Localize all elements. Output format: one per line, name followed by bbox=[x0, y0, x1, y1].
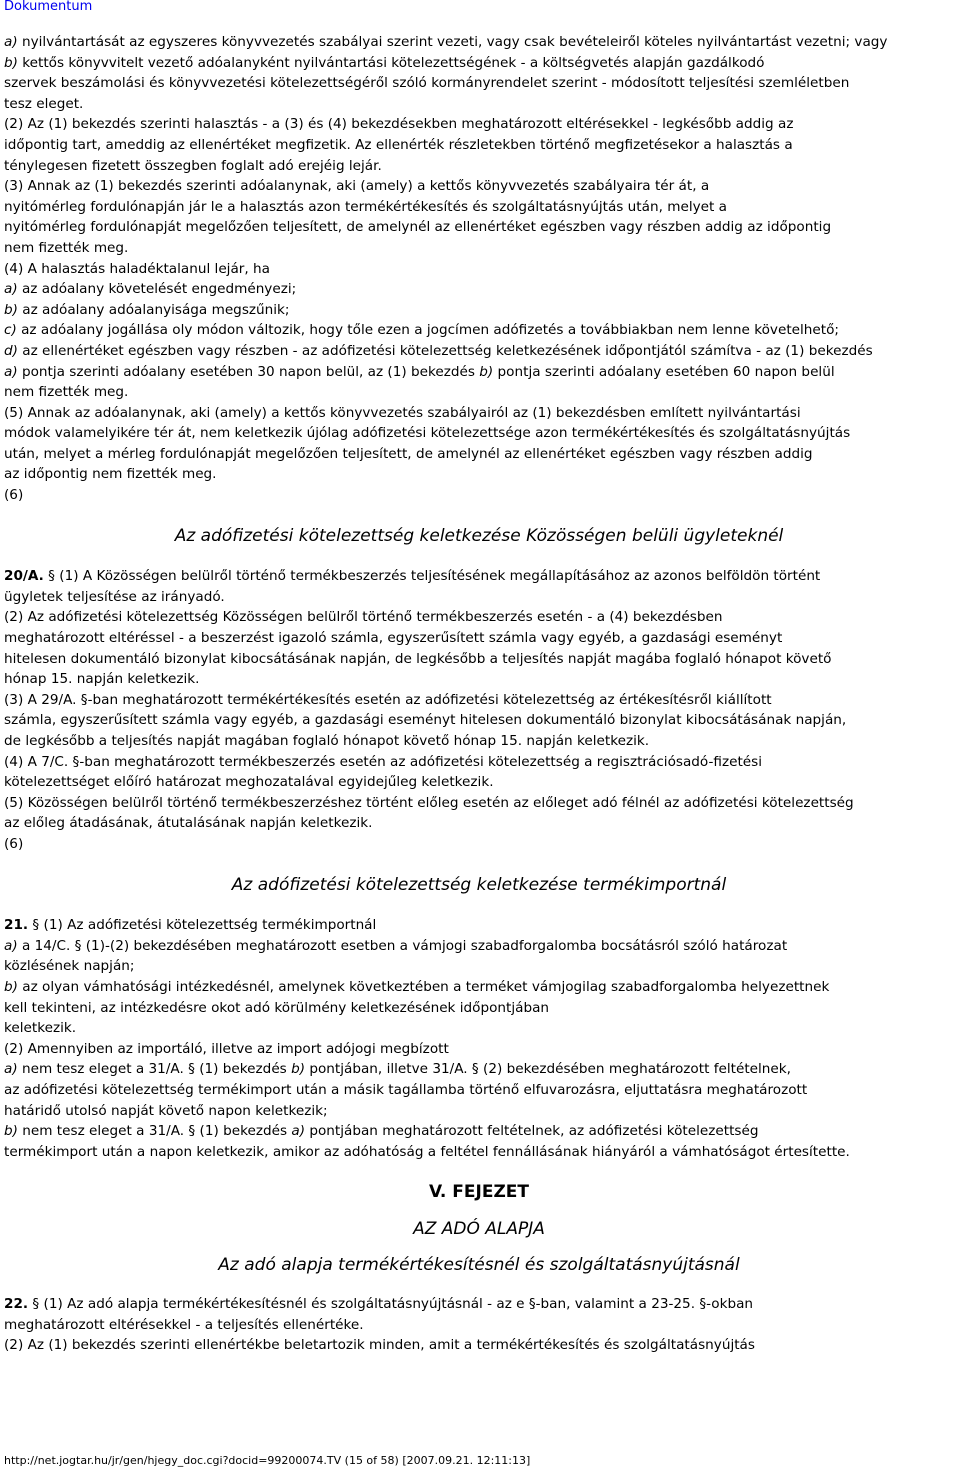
text-line: hónap 15. napján keletkezik. bbox=[4, 671, 200, 688]
document-body bbox=[4, 32, 954, 1356]
text-line: (6) bbox=[4, 835, 24, 852]
text-line: a) az adóalany követelését engedményezi; bbox=[4, 281, 297, 298]
text-line: b) az olyan vámhatósági intézkedésnél, amelynek következtében a terméket vámjogilag szabadforgalomba helyezettnek bbox=[4, 978, 830, 995]
text-line: számla, egyszerűsített számla vagy egyéb, a gazdasági eseményt hitelesen dokumentáló bizonylat kibocsátásának napján, bbox=[4, 712, 847, 729]
text-line: b) az adóalany adóalanyisága megszűnik; bbox=[4, 301, 290, 318]
text-line: ügyletek teljesítése az irányadó. bbox=[4, 588, 225, 605]
chapter-subtitle: AZ ADÓ ALAPJA bbox=[413, 1218, 545, 1239]
text-line: 20/A. § (1) A Közösségen belülről történő termékbeszerzés teljesítésének megállapításához az azonos belföldön történt bbox=[4, 568, 821, 585]
text-line: de legkésőbb a teljesítés napját magában foglaló hónapot követő hónap 15. napján keletkezik. bbox=[4, 733, 650, 749]
text-line: a) nem tesz eleget a 31/A. § (1) bekezdés b) pontjában, illetve 31/A. § (2) bekezdésében meghatározott feltételnek, bbox=[4, 1061, 791, 1078]
text-line: b) nem tesz eleget a 31/A. § (1) bekezdés a) pontjában meghatározott feltételnek, az adófizetési kötelezettség bbox=[4, 1123, 759, 1140]
text-line: kell tekinteni, az intézkedésre okot adó körülmény keletkezésének időpontjában bbox=[4, 999, 550, 1016]
text-line: (5) Közösségen belülről történő termékbeszerzéshez történt előleg esetén az előleget adó félnél az adófizetési kötelezettség bbox=[4, 794, 854, 811]
text-line: termékimport után a napon keletkezik, amikor az adóhatóság a feltétel fennállásának hiányáról a vámhatóságot értesítette. bbox=[4, 1143, 850, 1160]
text-line: meghatározott eltérésekkel - a teljesítés ellenértéke. bbox=[4, 1316, 364, 1333]
text-line: meghatározott eltéréssel - a beszerzést igazoló számla, egyszerűsített számla vagy egyéb, a gazdasági eseményt bbox=[4, 630, 783, 647]
text-line: a) pontja szerinti adóalany esetében 30 napon belül, az (1) bekezdés b) pontja szerinti adóalany esetében 60 napon belül bbox=[4, 363, 835, 380]
text-line: b) kettős könyvvitelt vezető adóalanyként nyilvántartási kötelezettségének - a költségvetés alapján gazdálkodó bbox=[4, 54, 765, 71]
text-line: (2) Az (1) bekezdés szerinti ellenértékbe beletartozik minden, amit a termékértékesítés és szolgáltatásnyújtás bbox=[4, 1337, 755, 1354]
text-line: 22. § (1) Az adó alapja termékértékesítésnél és szolgáltatásnyújtásnál - az e §-ban, valamint a 23-25. §-okban bbox=[4, 1296, 754, 1313]
text-line: módok valamelyikére tér át, nem keletkezik újólag adófizetési kötelezettsége azon termékértékesítés és szolgáltatásnyújtás bbox=[4, 425, 851, 442]
text-line: közlésének napján; bbox=[4, 958, 135, 975]
section-heading: Az adó alapja termékértékesítésnél és szolgáltatásnyújtásnál bbox=[218, 1255, 740, 1276]
text-line: határidő utolsó napját követő napon keletkezik; bbox=[4, 1102, 328, 1119]
text-line: keletkezik. bbox=[4, 1020, 77, 1037]
text-line: (4) A halasztás haladéktalanul lejár, ha bbox=[4, 260, 270, 277]
text-line: nem fizették meg. bbox=[4, 239, 129, 256]
text-line: (2) Az (1) bekezdés szerinti halasztás - a (3) és (4) bekezdésekben meghatározott eltérésekkel - legkésőbb addig az bbox=[4, 116, 794, 133]
section-heading: Az adófizetési kötelezettség keletkezése termékimportnál bbox=[231, 874, 727, 895]
text-line: az előleg átadásának, átutalásának napján keletkezik. bbox=[4, 815, 373, 832]
text-line: ténylegesen fizetett összegben foglalt adó erejéig lejár. bbox=[4, 157, 382, 174]
section-heading: Az adófizetési kötelezettség keletkezése Közösségen belüli ügyleteknél bbox=[174, 525, 784, 546]
page-footer-url: http://net.jogtar.hu/jr/gen/hjegy_doc.cgi?docid=99200074.TV (15 of 58) [2007.09.21. 12:11:13] bbox=[4, 1454, 531, 1467]
text-line: d) az ellenértéket egészben vagy részben - az adófizetési kötelezettség keletkezésének időpontjától számítva - az (1) bekezdés bbox=[4, 342, 873, 359]
text-line: szervek beszámolási és könyvvezetési kötelezettségéről szóló kormányrendelet szerint - módosított teljesítési szemléletben bbox=[4, 75, 850, 92]
text-line: tesz eleget. bbox=[4, 95, 84, 112]
text-line: c) az adóalany jogállása oly módon változik, hogy tőle ezen a jogcímen adófizetés a továbbiakban nem lenne követelhető; bbox=[4, 322, 840, 339]
text-line: nyitómérleg fordulónapját megelőzően teljesített, de amelynél az ellenértéket egészben vagy részben addig az időpontig bbox=[4, 219, 832, 236]
text-line: (3) Annak az (1) bekezdés szerinti adóalanynak, aki (amely) a kettős könyvvezetés szabályaira tér át, a bbox=[4, 178, 710, 195]
text-line: (5) Annak az adóalanynak, aki (amely) a kettős könyvvezetés szabályairól az (1) bekezdésben említett nyilvántartási bbox=[4, 404, 801, 421]
text-line: (3) A 29/A. §-ban meghatározott termékértékesítés esetén az adófizetési kötelezettség az értékesítésről kiállított bbox=[4, 691, 772, 708]
text-line: (4) A 7/C. §-ban meghatározott termékbeszerzés esetén az adófizetési kötelezettség a regisztrációsadó-fizetési bbox=[4, 753, 763, 770]
chapter-heading: V. FEJEZET bbox=[428, 1182, 530, 1203]
text-line: (6) bbox=[4, 487, 24, 504]
text-line: nyitómérleg fordulónapján jár le a halasztás azon termékértékesítés és szolgáltatásnyújtás után, melyet a bbox=[4, 198, 727, 215]
text-line: után, melyet a mérleg fordulónapját megelőzően teljesített, de amelynél az ellenértéket egészben vagy részben addig bbox=[4, 445, 813, 462]
text-line: (2) Az adófizetési kötelezettség Közösségen belülről történő termékbeszerzés esetén - a (4) bekezdésben bbox=[4, 609, 723, 626]
text-line: a) a 14/C. § (1)-(2) bekezdésében meghatározott esetben a vámjogi szabadforgalomba bocsátásról szóló határozat bbox=[4, 937, 788, 954]
text-line: hitelesen dokumentáló bizonylat kibocsátásának napján, de legkésőbb a teljesítés napját magába foglaló hónapot követő bbox=[4, 650, 832, 667]
text-line: nem fizették meg. bbox=[4, 384, 129, 401]
text-line: az időpontig nem fizették meg. bbox=[4, 466, 217, 483]
text-line: az adófizetési kötelezettség termékimport után a másik tagállamba történő elfuvarozásra, eljuttatásra meghatározott bbox=[4, 1081, 808, 1098]
text-line: kötelezettséget előíró határozat meghozatalával egyidejűleg keletkezik. bbox=[4, 774, 494, 791]
text-line: 21. § (1) Az adófizetési kötelezettség termékimportnál bbox=[4, 917, 377, 934]
text-line: a) nyilvántartását az egyszeres könyvvezetés szabályai szerint vezeti, vagy csak bevételeiről köteles nyilvántartást vezetni; vagy bbox=[4, 34, 888, 50]
page-header-title: Dokumentum bbox=[4, 0, 93, 14]
text-line: időpontig tart, ameddig az ellenértéket megfizetik. Az ellenérték részletekben történő megfizetésekor a halasztás a bbox=[4, 136, 793, 153]
text-line: (2) Amennyiben az importáló, illetve az import adójogi megbízott bbox=[4, 1040, 449, 1057]
